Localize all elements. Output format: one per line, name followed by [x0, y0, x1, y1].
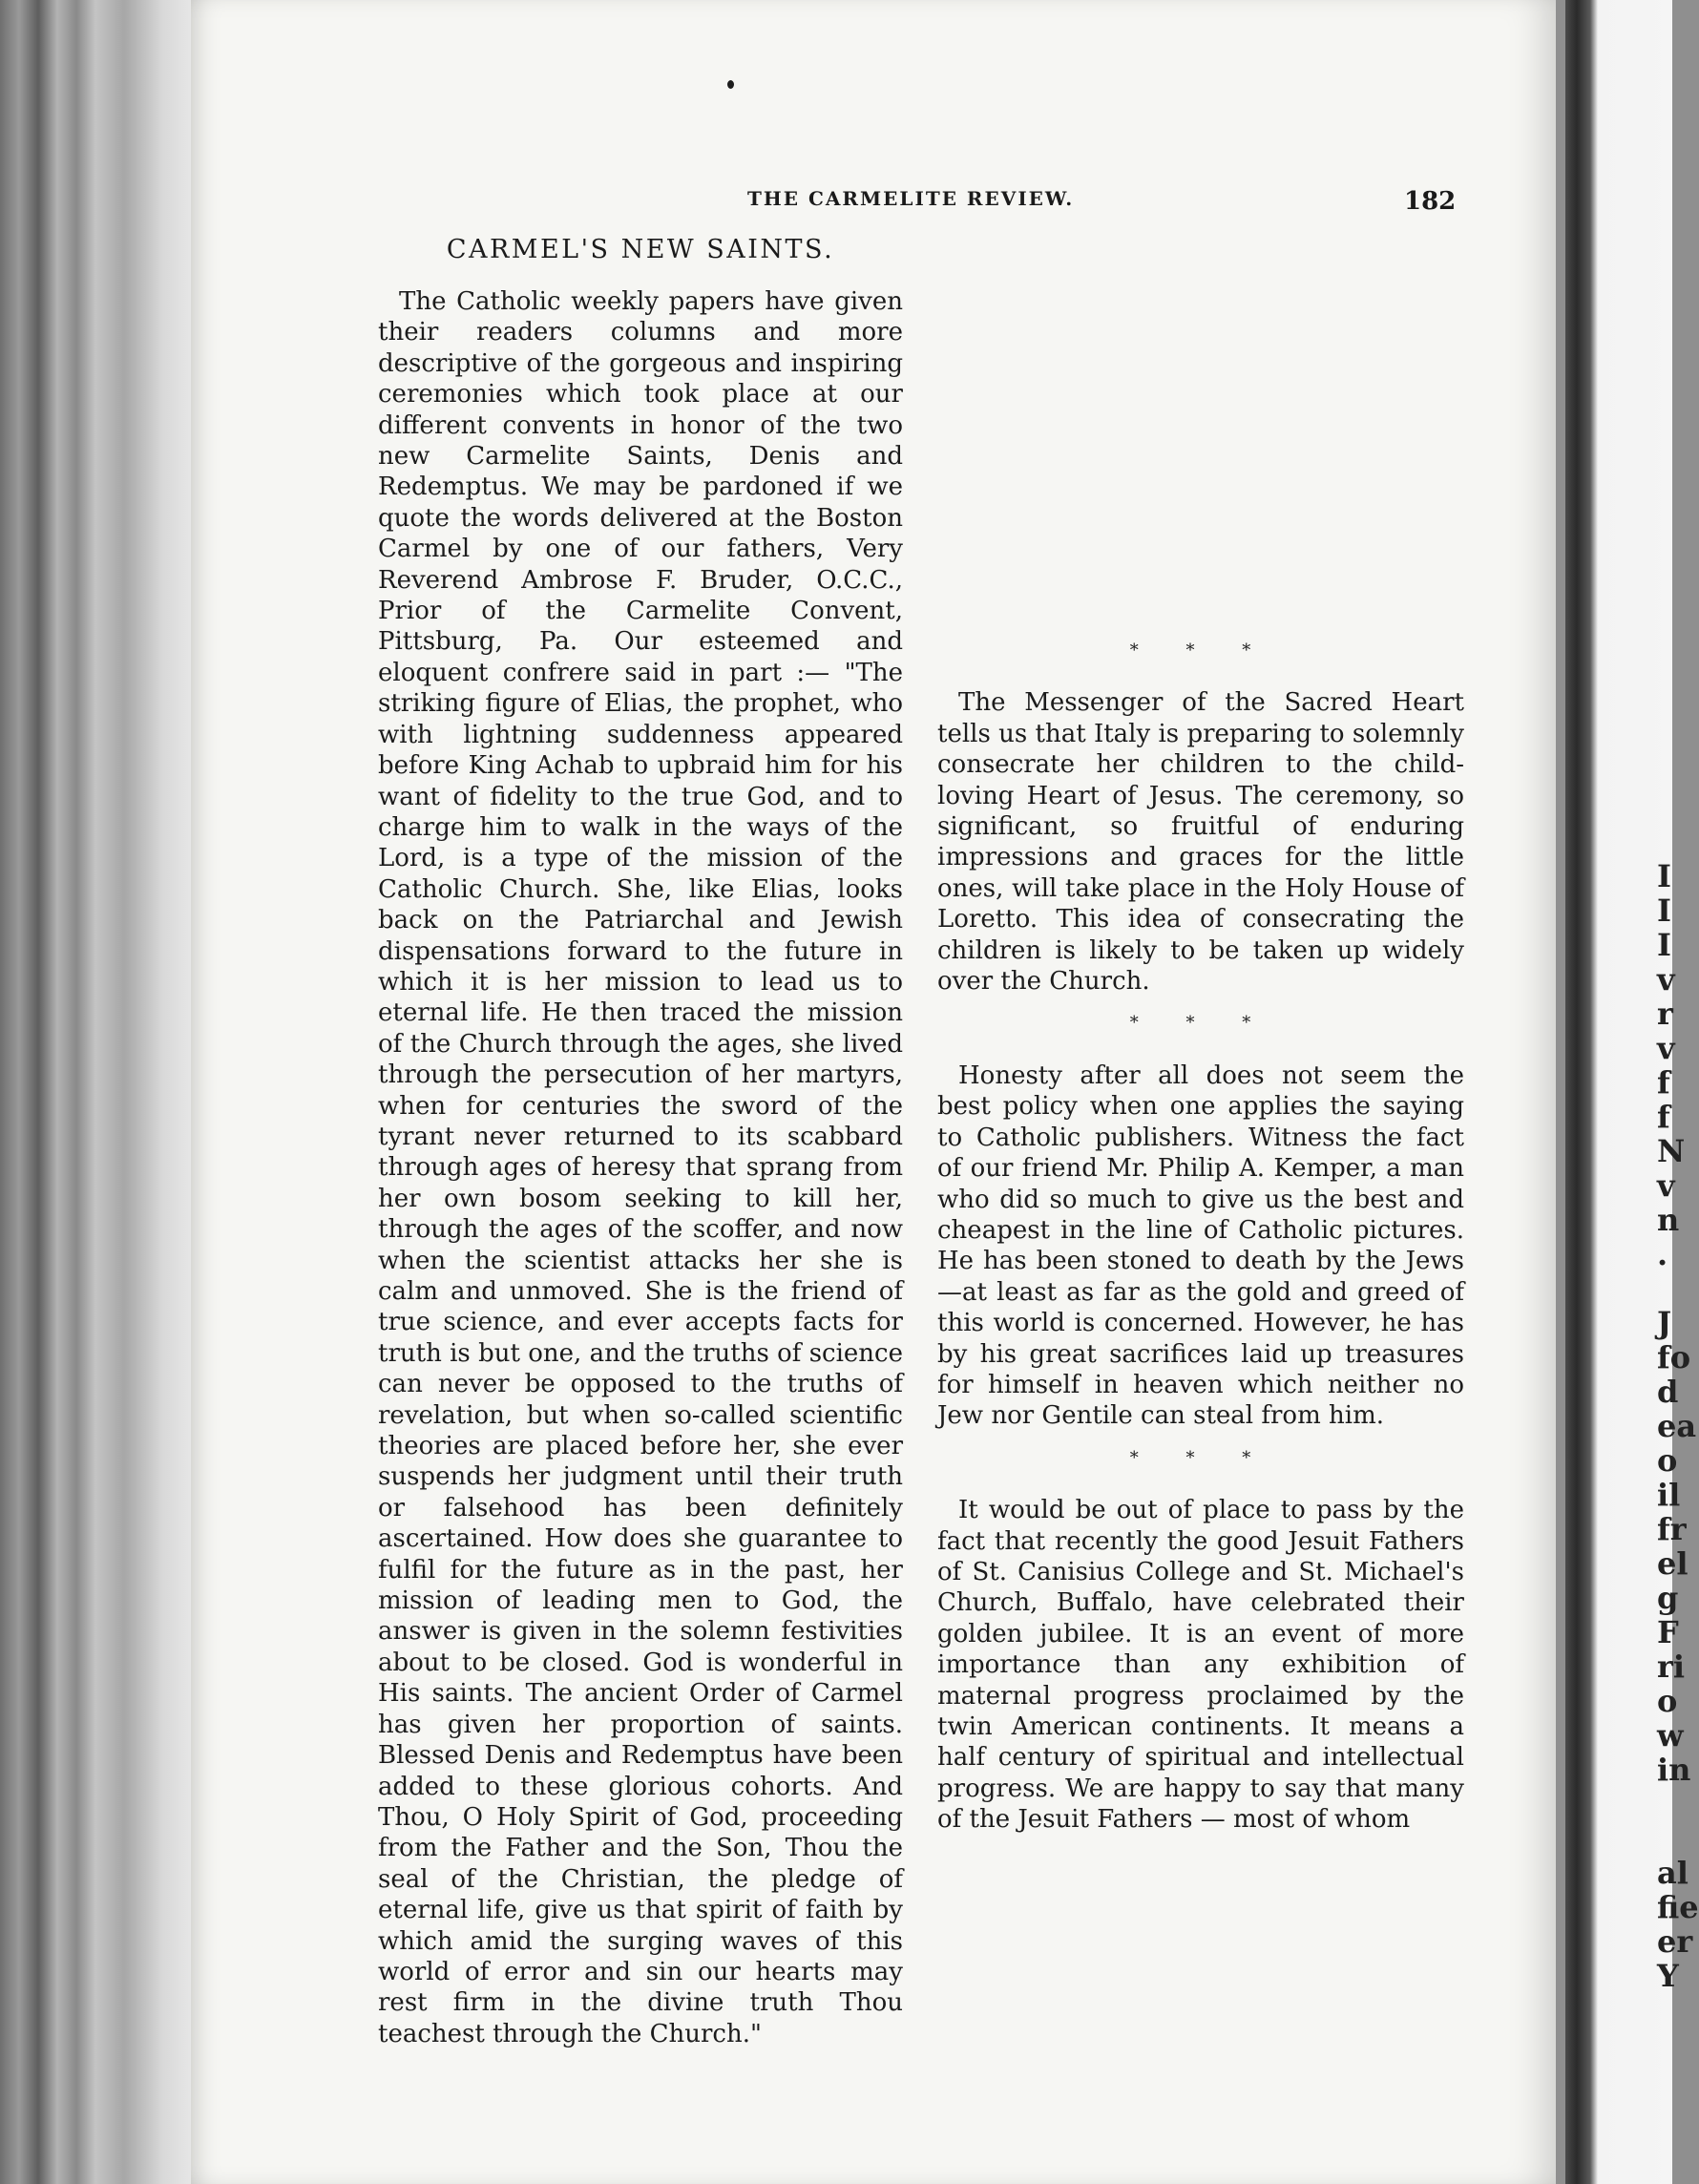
note-paragraph: The Messenger of the Sacred Heart tells us that Italy is preparing to solemnly consecrate her children to the child-loving Heart of Jesus. The ceremony, so significant, so fruitful of enduring impressions and graces for the little ones, will take place in the Holy House of Loretto. This idea of consecrating the children is likely to be taken up widely over the Church.: [937, 688, 1464, 997]
left-column: [378, 235, 903, 2049]
section-separator: * * *: [1129, 1013, 1272, 1034]
right-column: [937, 235, 1464, 1836]
ink-speck: [727, 80, 734, 89]
page-number: 182: [1404, 187, 1457, 216]
article-paragraph: The Catholic weekly papers have given their readers columns and more descriptive of the gorgeous and inspiring ceremonies which took place at our different convents in honor of the two new Carmelite Saints, Denis and Redemptus. We may be pardoned if we quote the words delivered at the Boston Carmel by one of our fathers, Very Reverend Ambrose F. Bruder, O.C.C., Prior of the Carmelite Convent, Pittsburg, Pa. Our esteemed and eloquent confrere said in part :— "The striking figure of Elias, the prophet, who with lightning suddenness appeared before King Achab to upbraid him for his want of fidelity to the true God, and to charge him to walk in the ways of the Lord, is a type of the mission of the Catholic Church. She, like Elias, looks back on the Patriarchal and Jewish dispensations forward to the future in which it is her mission to lead us to eternal life. He then traced the mission of the Church through the ages, she lived through the persecution of her martyrs, when for centuries the sword of the tyrant never returned to its scabbard through ages of heresy that sprang from her own bosom seeking to kill her, through the ages of the scoffer, and now when the scientist attacks her she is calm and unmoved. She is the friend of true science, and ever accepts facts for truth is but one, and the truths of science can never be opposed to the truths of revelation, but when so-called scientific theories are placed before her, she ever suspends her judgment until their truth or falsehood has been definitely ascertained. How does she guarantee to fulfil for the future as in the past, her mission of leading men to God, the answer is given in the solemn festivities about to be closed. God is wonderful in His saints. The ancient Order of Carmel has given her proportion of saints. Blessed Denis and Redemptus have been added to these glorious cohorts. And Thou, O Holy Spirit of God, proceeding from the Father and the Son, Thou the seal of the Christian, the pledge of eternal life, give us that spirit of faith by which amid the surging waves of this world of error and sin our hearts may rest firm in the divine truth Thou teachest through the Church.": [378, 287, 903, 2048]
note-paragraph: It would be out of place to pass by the fact that recently the good Jesuit Fathers of St. Canisius College and St. Michael's Church, Buffalo, have celebrated their golden jubilee. It is an event of more importance than any exhibition of maternal progress proclaimed by the twin American continents. It means a half century of spiritual and intellectual progress. We are happy to say that many of the Jesuit Fathers — most of whom: [937, 1496, 1464, 1835]
facing-page-text: I I I v r v f f N v n . J fo d ea o il fr el g F ri o w in al fie er Y: [1657, 858, 1699, 1994]
column-continuation-space: [937, 235, 1464, 624]
note-paragraph: Honesty after all does not seem the best policy when one applies the saying to Catholic publishers. Witness the fact of our friend Mr. Philip A. Kemper, a man who did so much to give us the best and cheapest in the line of Catholic pictures. He has been stoned to death by the Jews—at least as far as the gold and greed of this world is concerned. However, he has by his great sacrifices laid up treasures for himself in heaven which neither no Jew nor Gentile can steal from him.: [937, 1060, 1464, 1431]
section-separator: * * *: [1129, 1447, 1272, 1468]
section-separator: * * *: [1129, 640, 1272, 661]
running-head: THE CARMELITE REVIEW.: [747, 187, 1075, 210]
article-title: CARMEL'S NEW SAINTS.: [446, 235, 835, 264]
